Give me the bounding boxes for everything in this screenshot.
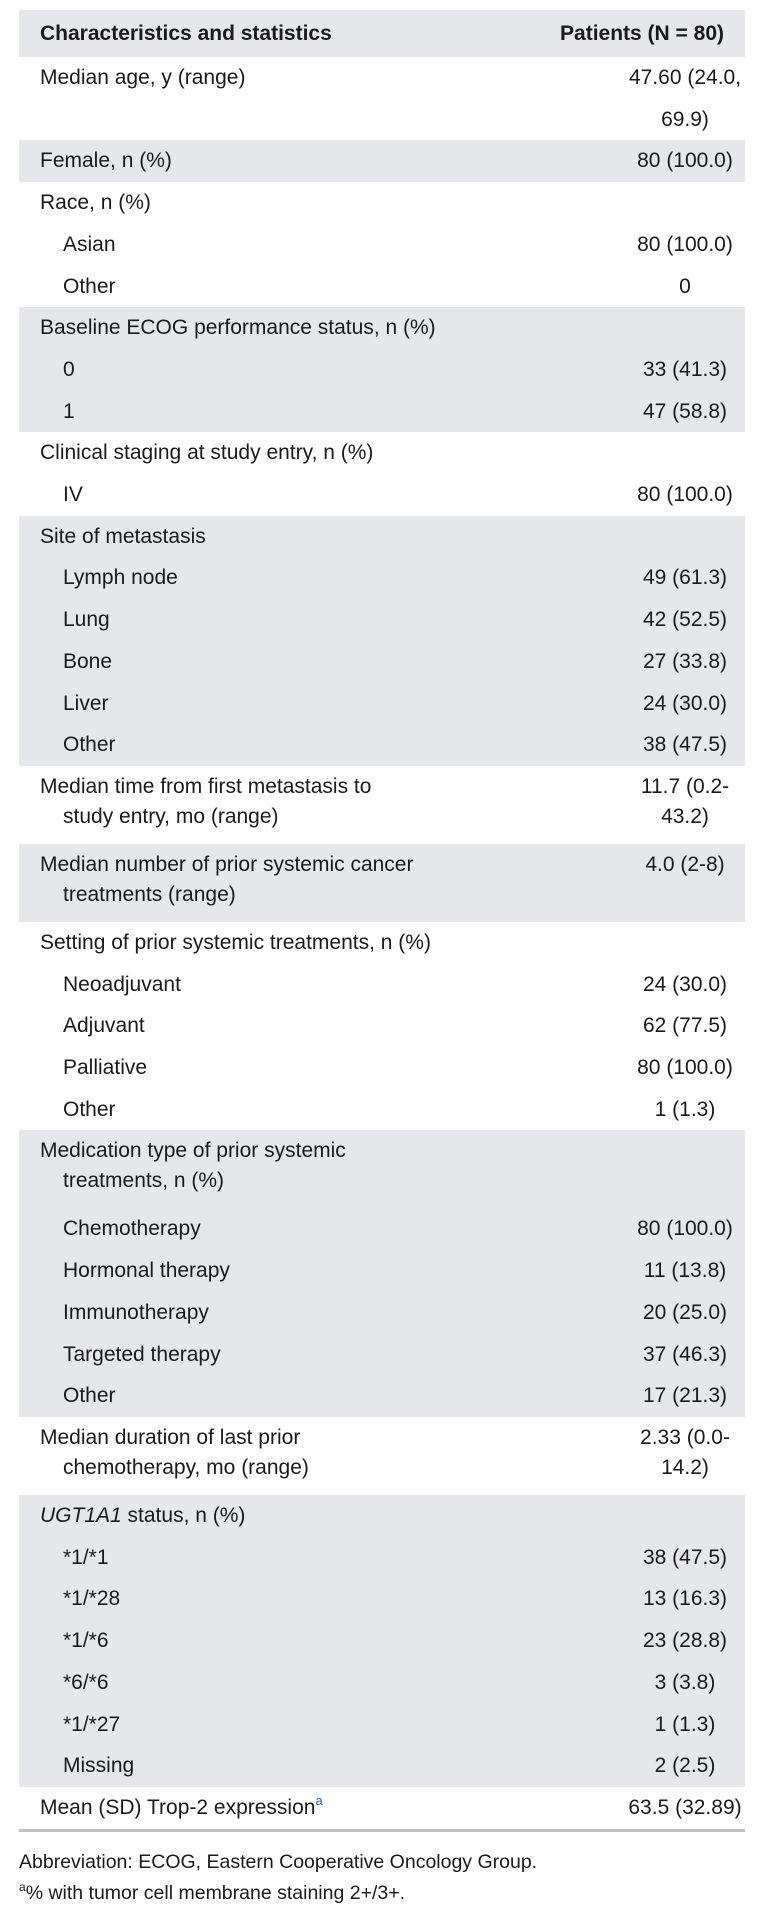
row-value: 24 (30.0): [642, 691, 728, 715]
row-value: 38 (47.5): [642, 733, 728, 757]
row-value: 33 (41.3): [642, 357, 728, 381]
table-row: [19, 766, 745, 844]
row-value: 47.60 (24.0, 69.9): [628, 66, 742, 131]
row-value: [543, 922, 745, 964]
row-label: Lymph node: [63, 566, 178, 590]
table-row: [19, 1495, 745, 1537]
row-value: 23 (28.8): [642, 1629, 728, 1653]
footnote-a: [19, 1878, 757, 1909]
row-value: 1 (1.3): [654, 1097, 716, 1121]
table-row: [19, 1787, 745, 1830]
row-label-line2: treatments (range): [63, 882, 236, 906]
row-value: 62 (77.5): [642, 1014, 728, 1038]
row-label: *1/*27: [63, 1712, 121, 1736]
row-value: [543, 1130, 745, 1208]
table-row: [19, 1292, 745, 1334]
table-row: [19, 1578, 745, 1620]
row-label: *1/*1: [63, 1545, 109, 1569]
table-row: [19, 922, 745, 964]
table-row: [19, 140, 745, 182]
table-row: [19, 557, 745, 599]
table-row: [19, 349, 745, 391]
footnote-a-text: % with tumor cell membrane staining 2+/3+.: [25, 1881, 406, 1904]
table-row: [19, 1662, 745, 1704]
table-row: [19, 1620, 745, 1662]
row-label: Other: [63, 274, 116, 298]
row-value: 24 (30.0): [642, 972, 728, 996]
row-label: Other: [63, 1384, 116, 1408]
row-label: Setting of prior systemic treatments, n (%): [40, 930, 431, 954]
row-label: Neoadjuvant: [63, 972, 181, 996]
table-row: [19, 1704, 745, 1746]
row-value: 2.33 (0.0-14.2): [640, 1425, 730, 1479]
row-value: 11.7 (0.2-43.2): [640, 774, 730, 828]
row-value: 13 (16.3): [642, 1587, 728, 1611]
table-row: [19, 964, 745, 1006]
row-value: 11 (13.8): [643, 1259, 727, 1283]
row-label-line1: Median duration of last prior: [40, 1425, 301, 1449]
row-label-text: Mean (SD) Trop-2 expression: [40, 1795, 316, 1819]
row-value: 37 (46.3): [642, 1342, 728, 1366]
row-value: 80 (100.0): [637, 1217, 733, 1241]
table-footnotes: [19, 1847, 757, 1909]
table-header-row: [19, 10, 745, 57]
row-value: [543, 1495, 745, 1537]
row-value: 20 (25.0): [642, 1300, 728, 1324]
row-value: 1 (1.3): [654, 1712, 716, 1736]
gene-name: UGT1A1: [40, 1503, 122, 1527]
row-label: Asian: [63, 232, 116, 256]
row-value: [543, 432, 745, 474]
row-value: 63.5 (32.89): [543, 1787, 745, 1830]
row-value: 38 (47.5): [642, 1545, 728, 1569]
table-row: [19, 266, 745, 308]
table-row: [19, 307, 745, 349]
row-label: IV: [63, 483, 83, 507]
row-label: [19, 766, 543, 844]
row-label: *6/*6: [63, 1670, 109, 1694]
row-value: 17 (21.3): [642, 1384, 728, 1408]
row-value: 42 (52.5): [642, 608, 728, 632]
row-value: 4.0 (2-8): [645, 852, 725, 876]
row-label: Lung: [63, 608, 110, 632]
row-label: Race, n (%): [40, 191, 151, 215]
table-row: [19, 1375, 745, 1417]
table-row: [19, 432, 745, 474]
row-label-line2: treatments, n (%): [63, 1169, 225, 1193]
table-row: [19, 224, 745, 266]
row-label-line2: chemotherapy, mo (range): [63, 1455, 309, 1479]
row-value: 27 (33.8): [642, 649, 728, 673]
table-row: [19, 516, 745, 558]
row-label: Clinical staging at study entry, n (%): [40, 441, 374, 465]
table-row: [19, 1005, 745, 1047]
row-label: 1: [63, 399, 75, 423]
row-label: Female, n (%): [40, 149, 172, 173]
table-row: [19, 1130, 745, 1208]
row-label: [19, 1787, 543, 1830]
row-value: 80 (100.0): [637, 483, 733, 507]
row-label: Liver: [63, 691, 109, 715]
table-row: [19, 599, 745, 641]
row-label-line1: Median time from first metastasis to: [40, 774, 372, 798]
header-patients: Patients (N = 80): [560, 22, 724, 45]
row-label: 0: [63, 357, 75, 381]
table-row: [19, 1250, 745, 1292]
row-label: Baseline ECOG performance status, n (%): [40, 316, 436, 340]
table-row: [19, 641, 745, 683]
table-row: [19, 391, 745, 433]
footnote-marker: a: [315, 1792, 323, 1808]
row-label: Adjuvant: [63, 1014, 145, 1038]
row-label: [19, 1130, 543, 1208]
table-row: [19, 474, 745, 516]
row-value: [543, 307, 745, 349]
row-value: [543, 516, 745, 558]
row-label: [19, 844, 543, 922]
row-label: [19, 1417, 543, 1495]
row-label: Median age, y (range): [40, 66, 246, 89]
table-row: [19, 182, 745, 224]
row-label: Hormonal therapy: [63, 1259, 230, 1283]
footnote-a-marker: a: [19, 1879, 26, 1894]
row-value: 47 (58.8): [642, 399, 728, 423]
row-label: Targeted therapy: [63, 1342, 221, 1366]
row-label: Chemotherapy: [63, 1217, 201, 1241]
characteristics-table: [19, 10, 745, 1832]
table-row: [19, 724, 745, 766]
table-row: [19, 57, 745, 140]
row-label: Palliative: [63, 1056, 148, 1080]
row-label: *1/*28: [63, 1587, 121, 1611]
row-value: 49 (61.3): [642, 566, 728, 590]
row-value: 2 (2.5): [654, 1754, 716, 1778]
row-value: 80 (100.0): [637, 149, 733, 173]
row-value: 3 (3.8): [654, 1670, 716, 1694]
header-characteristics: Characteristics and statistics: [40, 22, 332, 45]
row-label: Immunotherapy: [63, 1300, 209, 1324]
row-label: Missing: [63, 1754, 135, 1778]
table-row: [19, 1745, 745, 1787]
table-row: [19, 844, 745, 922]
row-value: 80 (100.0): [637, 1056, 733, 1080]
row-label-rest: status, n (%): [121, 1503, 246, 1527]
row-value: [543, 182, 745, 224]
row-label: Bone: [63, 649, 113, 673]
table-row: [19, 1089, 745, 1131]
row-label-line1: Medication type of prior systemic: [40, 1139, 346, 1163]
row-label-line1: Median number of prior systemic cancer: [40, 852, 414, 876]
table-row: [19, 1417, 745, 1495]
row-label: *1/*6: [63, 1629, 109, 1653]
row-value: 80 (100.0): [637, 232, 733, 256]
row-label-line2: study entry, mo (range): [63, 804, 279, 828]
row-value: 0: [679, 274, 691, 298]
table-row: [19, 1334, 745, 1376]
row-label: [19, 1495, 543, 1537]
row-label: Other: [63, 733, 116, 757]
table-row: [19, 1208, 745, 1250]
abbreviation-note: Abbreviation: ECOG, Eastern Cooperative Oncology Group.: [19, 1850, 538, 1873]
table-row: [19, 1047, 745, 1089]
row-label: Other: [63, 1097, 116, 1121]
table-row: [19, 1537, 745, 1579]
row-label: Site of metastasis: [40, 524, 206, 548]
table-row: [19, 683, 745, 725]
